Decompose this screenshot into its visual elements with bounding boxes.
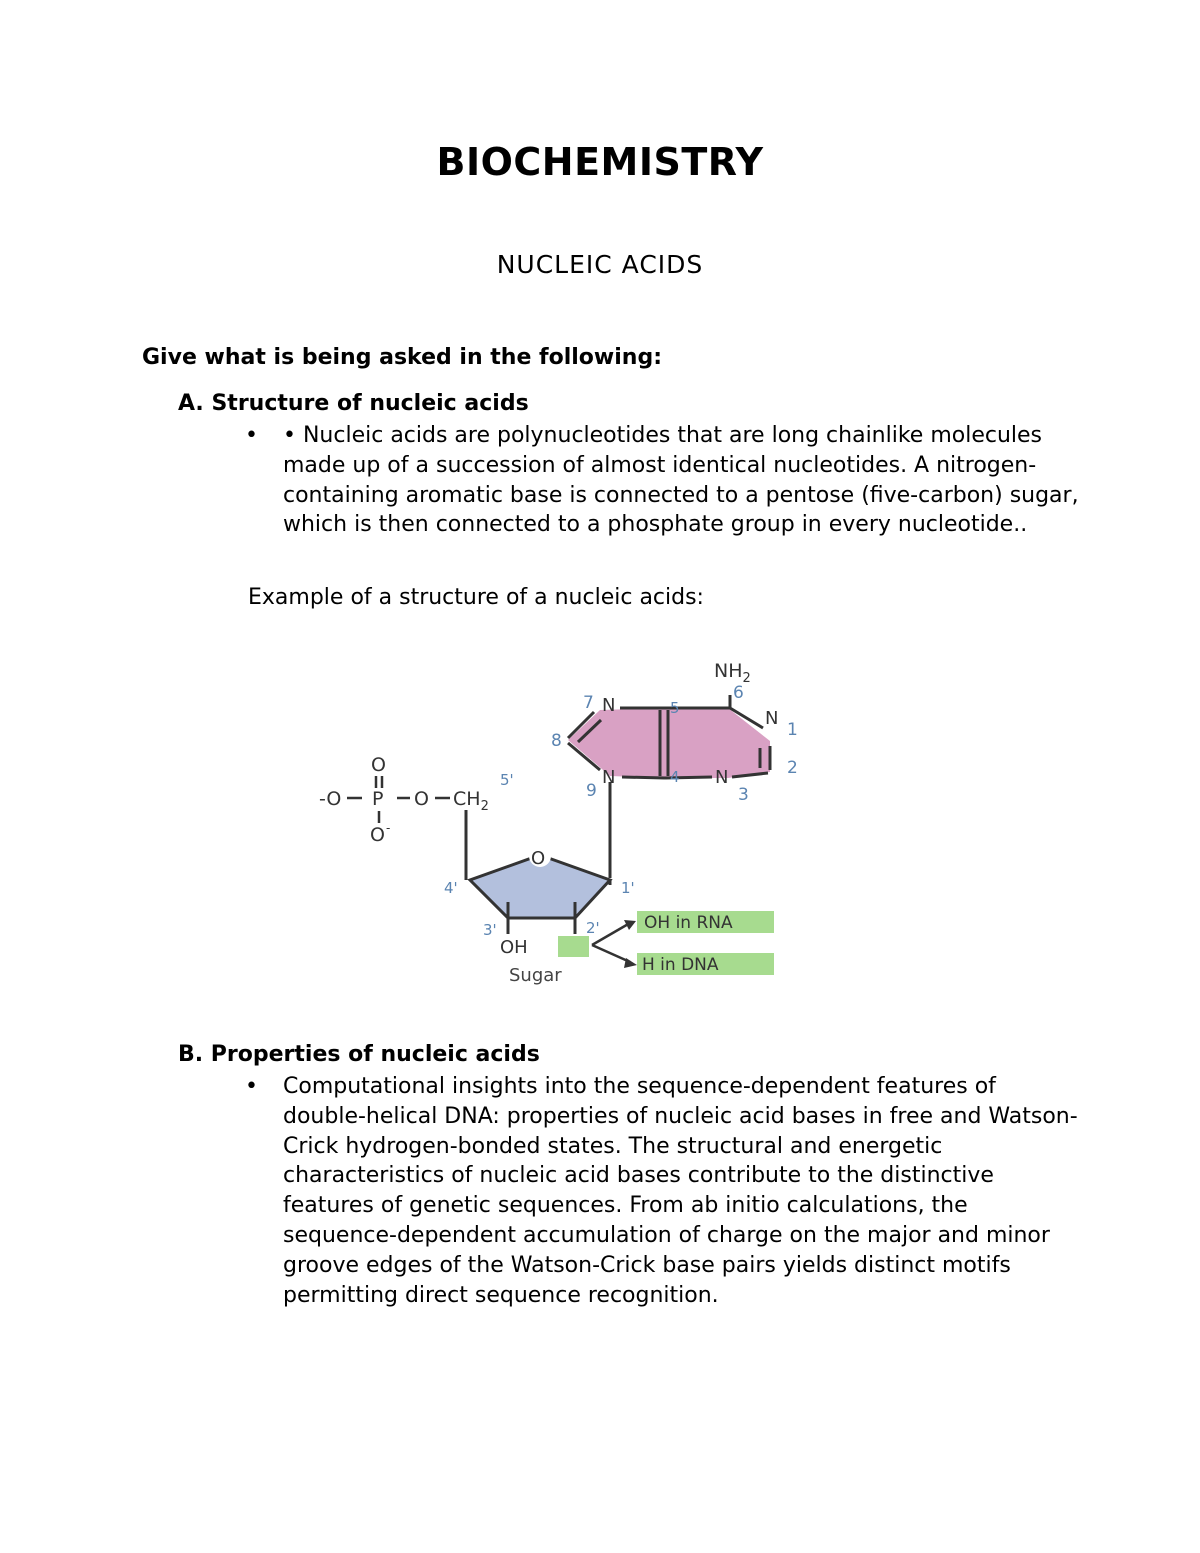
carbon-3-label: 3' [483,921,497,939]
phosphate-o-mid: O [414,788,429,810]
substituent-box [558,936,589,957]
section-a-heading: A. Structure of nucleic acids [178,391,529,416]
sugar-oh: OH [500,937,528,958]
nucleotide-structure-diagram [300,640,820,995]
example-label: Example of a structure of a nucleic acids: [248,585,704,610]
ring-number-5: 5 [670,699,680,717]
sugar-label: Sugar [509,965,562,986]
ring-number-2: 2 [787,758,798,778]
page-title: BIOCHEMISTRY [436,140,764,184]
bullet-marker: • [245,423,258,448]
base-n1: N [765,708,779,729]
sugar-ring-oxygen: O [531,848,546,869]
ring-number-1: 1 [787,720,798,740]
phosphate-charge: - [386,821,391,835]
ring-number-8: 8 [551,731,562,751]
phosphate-o-top: O [371,754,386,776]
section-b-text: Computational insights into the sequence-dependent features of double-helical DNA: properties of nucleic acid bases in free and Watson-Crick hydrogen-bonded states. The structural and energetic characteristics of nucleic acid bases contribute to the distinctive features of genetic sequences. From ab initio calculations, the sequence-dependent accumulation of charge on the major and minor groove edges of the Watson-Crick base pairs yields distinct motifs permitting direct sequence recognition. [283,1074,1078,1308]
dna-box-label: H in DNA [642,955,719,975]
base-n9: N [602,767,616,788]
amino-group-label: $NH_2$ [714,660,751,686]
section-a-bullet [245,421,1085,540]
bullet-marker: • [245,1074,258,1099]
section-a-text: • Nucleic acids are polynucleotides that are long chainlike molecules made up of a succession of almost identical nucleotides. A nitrogen-containing aromatic base is connected to a pentose (five-carbon) sugar, which is then connected to a phosphate group in every nucleotide.. [283,423,1079,538]
ring-number-9: 9 [586,781,597,801]
arrow-head-dna [624,958,637,968]
base-n3: N [715,767,729,788]
carbon-4-label: 4' [444,879,458,897]
carbon-1-label: 1' [621,879,635,897]
ring-number-7: 7 [583,693,594,713]
section-b-heading: B. Properties of nucleic acids [178,1042,540,1067]
ch2-label: $CH_2$ [453,788,489,814]
ring-number-4: 4 [670,768,680,786]
ring-number-6: 6 [733,683,744,703]
phosphate-o-bottom: O [370,824,385,846]
base-n7: N [602,695,616,716]
section-title: NUCLEIC ACIDS [496,250,704,279]
section-b-bullet [245,1072,1085,1310]
purine-five-ring [568,708,665,778]
instruction-text: Give what is being asked in the following: [142,345,662,370]
ring-number-3: 3 [738,785,749,805]
carbon-5-label: 5' [500,771,514,789]
phosphate-p: P [372,788,384,810]
carbon-2-label: 2' [586,919,600,937]
phosphate-bonds [347,776,450,823]
rna-box-label: OH in RNA [644,913,733,933]
phosphate-o-left: -O [319,788,342,810]
